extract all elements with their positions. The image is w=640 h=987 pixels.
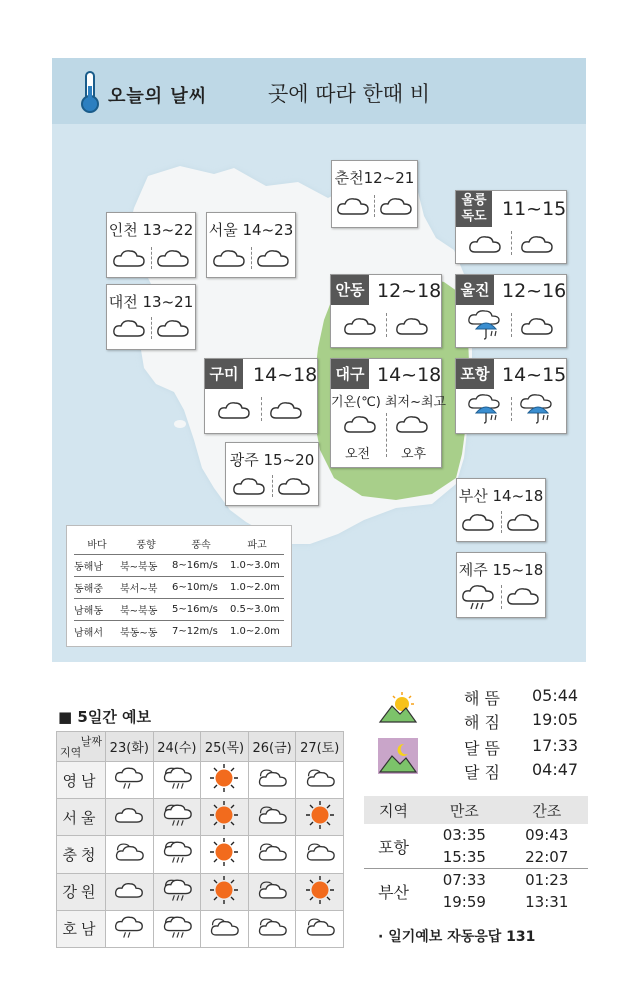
partly-cloudy-icon bbox=[257, 804, 287, 830]
cloud-icon bbox=[114, 880, 144, 904]
region-cell: 서울 bbox=[57, 799, 106, 836]
tide-region: 포항 bbox=[378, 837, 409, 857]
city-uljin bbox=[455, 274, 567, 348]
forecast-cell bbox=[201, 762, 249, 799]
sunrise-time: 05:44 bbox=[532, 686, 579, 705]
rain-icon bbox=[162, 839, 192, 869]
cloud-icon bbox=[212, 247, 246, 269]
city-jeju bbox=[456, 552, 546, 618]
sea-cell: 1.0~2.0m bbox=[230, 577, 284, 599]
table-row bbox=[57, 910, 344, 947]
forecast-cell bbox=[248, 762, 296, 799]
sea-cell: 남해서 bbox=[74, 621, 120, 643]
city-label: 구미 bbox=[205, 359, 243, 389]
tide-high: 07:33 bbox=[423, 869, 505, 892]
tide-low: 22:07 bbox=[525, 848, 569, 866]
city-label: 광주 15~20 bbox=[229, 451, 315, 469]
tide-low: 09:43 bbox=[525, 826, 569, 844]
city-label: 서울 14~23 bbox=[208, 221, 294, 239]
cloud-icon bbox=[395, 315, 429, 337]
city-label: 포항 bbox=[456, 359, 494, 389]
sea-header: 파고 bbox=[247, 540, 267, 551]
partly-cloudy-icon bbox=[209, 916, 239, 942]
forecast-cell bbox=[296, 836, 344, 873]
forecast-cell bbox=[248, 836, 296, 873]
forecast-cell bbox=[296, 762, 344, 799]
forecast-cell bbox=[106, 910, 154, 947]
table-row bbox=[74, 577, 284, 599]
forecast-cell bbox=[248, 799, 296, 836]
rain-icon bbox=[162, 765, 192, 795]
cloud-icon bbox=[269, 399, 303, 421]
sun-icon bbox=[305, 800, 335, 834]
sea-header: 바다 bbox=[87, 540, 107, 551]
cloud-icon bbox=[520, 315, 554, 337]
cloud-icon bbox=[256, 247, 290, 269]
tide-table bbox=[364, 796, 588, 913]
city-label: 인천 13~22 bbox=[108, 221, 194, 239]
sun-icon bbox=[209, 875, 239, 909]
sea-cell: 북동~동 bbox=[120, 621, 172, 643]
sun-icon bbox=[209, 763, 239, 797]
cloud-icon bbox=[468, 233, 502, 255]
partly-cloudy-icon bbox=[257, 767, 287, 793]
table-row bbox=[57, 762, 344, 799]
day-header: 24(수) bbox=[153, 732, 201, 762]
forecast-header-row bbox=[57, 732, 344, 762]
city-daegu-legend bbox=[330, 358, 447, 468]
forecast-cell bbox=[106, 836, 154, 873]
city-incheon bbox=[106, 212, 196, 278]
moonrise-label: 달 뜸 bbox=[464, 739, 500, 758]
corner-date-label: 날짜 bbox=[80, 735, 102, 748]
sea-cell: 5~16m/s bbox=[172, 599, 230, 621]
partly-cloudy-icon bbox=[114, 841, 144, 867]
table-row bbox=[364, 824, 588, 846]
sea-cell: 6~10m/s bbox=[172, 577, 230, 599]
forecast-cell bbox=[153, 799, 201, 836]
corner-region-label: 지역 bbox=[60, 746, 82, 759]
auto-response-note: · 일기예보 자동응답 131 bbox=[378, 929, 536, 945]
cloud-icon bbox=[112, 247, 146, 269]
day-header: 23(화) bbox=[106, 732, 154, 762]
partly-cloudy-icon bbox=[257, 841, 287, 867]
city-label: 울릉 독도 bbox=[456, 191, 492, 227]
city-label: 울진 bbox=[456, 275, 494, 305]
region-cell: 충청 bbox=[57, 836, 106, 873]
forecast-cell bbox=[296, 910, 344, 947]
table-row bbox=[74, 555, 284, 577]
sun-icon bbox=[209, 837, 239, 871]
city-label: 대구 bbox=[331, 359, 369, 389]
corner-cell bbox=[57, 732, 106, 762]
city-temp: 11~15 bbox=[502, 198, 567, 220]
city-label: 부산 14~18 bbox=[458, 487, 544, 505]
forecast-cell bbox=[106, 799, 154, 836]
partly-cloudy-icon bbox=[257, 916, 287, 942]
sea-cell: 남해동 bbox=[74, 599, 120, 621]
sunrise-mountain-icon bbox=[378, 690, 418, 724]
sea-cell: 0.5~3.0m bbox=[230, 599, 284, 621]
legend-am: 오전 bbox=[345, 447, 371, 462]
cloud-icon bbox=[232, 475, 266, 497]
table-row bbox=[57, 873, 344, 910]
cloud-icon bbox=[156, 317, 190, 339]
sea-cell: 북서~북 bbox=[120, 577, 172, 599]
cloud-shower-icon bbox=[114, 914, 144, 944]
day-header: 27(토) bbox=[296, 732, 344, 762]
rain-icon bbox=[162, 802, 192, 832]
legend-caption: 기온(℃) 최저~최고 bbox=[331, 395, 447, 410]
rain-icon bbox=[162, 914, 192, 944]
rain-icon bbox=[162, 877, 192, 907]
sea-cell: 북~북동 bbox=[120, 555, 172, 577]
cloud-shower-icon bbox=[461, 583, 495, 611]
cloud-icon bbox=[461, 511, 495, 533]
sea-header: 풍속 bbox=[191, 540, 211, 551]
city-temp: 12~18 bbox=[377, 280, 442, 302]
sea-conditions-table bbox=[66, 525, 292, 647]
sea-header: 풍향 bbox=[136, 540, 156, 551]
legend-pm: 오후 bbox=[401, 447, 427, 462]
cloud-icon bbox=[156, 247, 190, 269]
sunrise-label: 해 뜸 bbox=[464, 689, 500, 708]
tide-high: 03:35 bbox=[442, 826, 486, 844]
forecast-cell bbox=[106, 873, 154, 910]
tide-region: 부산 bbox=[364, 869, 423, 914]
city-gwangju bbox=[225, 442, 319, 506]
moonrise-mountain-icon bbox=[378, 738, 418, 774]
region-cell: 호남 bbox=[57, 910, 106, 947]
table-row bbox=[57, 836, 344, 873]
sea-cell: 8~16m/s bbox=[172, 555, 230, 577]
tide-header-row bbox=[364, 796, 588, 824]
partly-cloudy-icon bbox=[305, 916, 335, 942]
cloud-icon bbox=[343, 413, 377, 435]
table-row bbox=[57, 799, 344, 836]
table-row bbox=[364, 869, 588, 892]
sea-cell: 1.0~2.0m bbox=[230, 621, 284, 643]
forecast-cell bbox=[248, 910, 296, 947]
city-daejeon bbox=[106, 284, 196, 350]
cloud-icon bbox=[217, 399, 251, 421]
moonset-label: 달 짐 bbox=[464, 763, 500, 782]
tide-header: 만조 bbox=[423, 796, 505, 824]
sea-cell: 북~북동 bbox=[120, 599, 172, 621]
city-label: 대전 13~21 bbox=[108, 293, 194, 311]
map-header bbox=[52, 58, 586, 124]
rain-umbrella-icon bbox=[468, 393, 504, 425]
table-row bbox=[74, 599, 284, 621]
city-temp: 14~18 bbox=[377, 364, 442, 386]
cloud-shower-icon bbox=[114, 765, 144, 795]
partly-cloudy-icon bbox=[305, 841, 335, 867]
forecast-cell bbox=[201, 836, 249, 873]
city-andong bbox=[330, 274, 442, 348]
city-ulleung bbox=[455, 190, 567, 264]
sunset-time: 19:05 bbox=[532, 710, 579, 729]
forecast-cell bbox=[296, 799, 344, 836]
cloud-icon bbox=[112, 317, 146, 339]
city-gumi bbox=[204, 358, 318, 434]
forecast-cell bbox=[201, 799, 249, 836]
forecast-cell bbox=[248, 873, 296, 910]
tide-low: 01:23 bbox=[506, 869, 588, 892]
region-cell: 강원 bbox=[57, 873, 106, 910]
city-temp: 14~18 bbox=[253, 364, 318, 386]
rain-umbrella-icon bbox=[520, 393, 556, 425]
cloud-icon bbox=[114, 805, 144, 829]
sunset-label: 해 짐 bbox=[464, 713, 500, 732]
sea-cell: 동해중 bbox=[74, 577, 120, 599]
sea-cell: 7~12m/s bbox=[172, 621, 230, 643]
city-seoul bbox=[206, 212, 296, 278]
five-day-title: ■ 5일간 예보 bbox=[58, 708, 152, 726]
sea-cell: 1.0~3.0m bbox=[230, 555, 284, 577]
sun-icon bbox=[305, 875, 335, 909]
forecast-cell bbox=[153, 836, 201, 873]
forecast-cell bbox=[106, 762, 154, 799]
city-temp: 12~16 bbox=[502, 280, 567, 302]
city-label: 춘천12~21 bbox=[334, 169, 415, 187]
city-temp: 14~15 bbox=[502, 364, 567, 386]
forecast-cell bbox=[153, 910, 201, 947]
cloud-icon bbox=[506, 511, 540, 533]
cloud-icon bbox=[343, 315, 377, 337]
day-header: 25(목) bbox=[201, 732, 249, 762]
city-pohang bbox=[455, 358, 567, 434]
table-row bbox=[74, 621, 284, 643]
today-weather-title: 오늘의 날씨 bbox=[108, 86, 208, 107]
headline: 곳에 따라 한때 비 bbox=[267, 82, 431, 106]
partly-cloudy-icon bbox=[257, 879, 287, 905]
tide-high: 15:35 bbox=[442, 848, 486, 866]
forecast-cell bbox=[153, 762, 201, 799]
cloud-icon bbox=[506, 585, 540, 607]
sea-cell: 동해남 bbox=[74, 555, 120, 577]
city-label: 안동 bbox=[331, 275, 369, 305]
forecast-cell bbox=[201, 873, 249, 910]
forecast-cell bbox=[153, 873, 201, 910]
moonset-time: 04:47 bbox=[532, 760, 579, 779]
city-busan bbox=[456, 478, 546, 542]
tide-high: 19:59 bbox=[442, 893, 486, 911]
city-label: 제주 15~18 bbox=[458, 561, 544, 579]
city-chuncheon bbox=[331, 160, 418, 228]
rain-umbrella-icon bbox=[468, 309, 504, 341]
region-cell: 영남 bbox=[57, 762, 106, 799]
cloud-icon bbox=[379, 195, 413, 217]
five-day-forecast-table bbox=[56, 731, 344, 948]
tide-header: 지역 bbox=[364, 796, 423, 824]
cloud-icon bbox=[395, 413, 429, 435]
sun-icon bbox=[209, 800, 239, 834]
day-header: 26(금) bbox=[248, 732, 296, 762]
tide-low: 13:31 bbox=[525, 893, 569, 911]
cloud-icon bbox=[277, 475, 311, 497]
forecast-cell bbox=[296, 873, 344, 910]
tide-header: 간조 bbox=[506, 796, 588, 824]
cloud-icon bbox=[520, 233, 554, 255]
moonrise-time: 17:33 bbox=[532, 736, 579, 755]
partly-cloudy-icon bbox=[305, 767, 335, 793]
cloud-icon bbox=[336, 195, 370, 217]
forecast-cell bbox=[201, 910, 249, 947]
